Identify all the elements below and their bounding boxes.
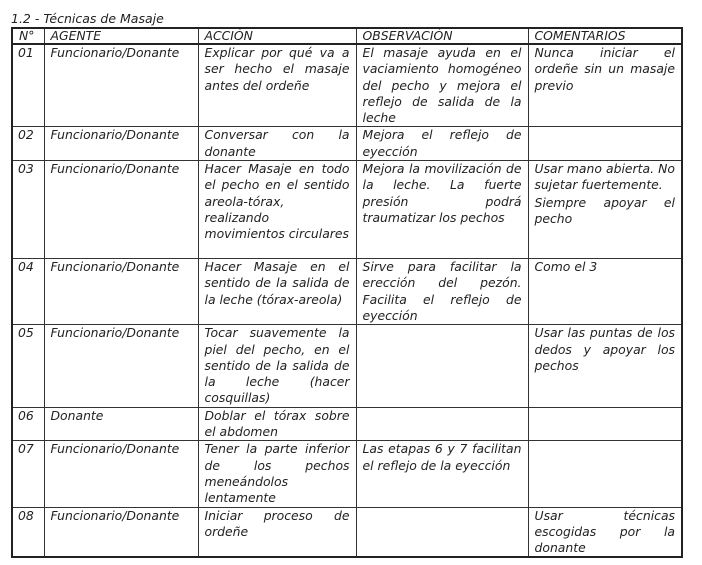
row-comentarios: [528, 407, 682, 441]
header-no: N°: [12, 28, 44, 44]
row-accion: Doblar el tórax sobre el abdomen: [198, 407, 356, 441]
row-observacion: El masaje ayuda en el vaciamiento homogéneo del pecho y mejora el reflejo de salida de la leche: [356, 44, 528, 127]
table-row: [12, 44, 682, 127]
header-comentarios: COMENTARIOS: [528, 28, 682, 44]
row-comentarios-text: Usar las puntas de los dedos y apoyar los pechos: [534, 325, 675, 373]
row-observacion: Las etapas 6 y 7 facilitan el reflejo de la eyección: [356, 441, 528, 507]
row-observacion: [356, 325, 528, 407]
row-number: 06: [12, 407, 44, 441]
row-comentarios-text: Usar técnicas escogidas por la donante: [534, 507, 675, 556]
row-agente: Funcionario/Donante: [44, 44, 198, 127]
row-number: 01: [12, 44, 44, 127]
header-row: [12, 28, 682, 44]
table-row: [12, 127, 682, 161]
row-accion: Hacer Masaje en el sentido de la salida de la leche (tórax-areola): [198, 259, 356, 325]
row-observacion: [356, 407, 528, 441]
table-row: [12, 161, 682, 259]
row-number: 07: [12, 441, 44, 507]
row-accion: Explicar por qué va a ser hecho el masaje antes del ordeñe: [198, 44, 356, 127]
section-title: 1.2 - Técnicas de Masaje: [11, 11, 164, 26]
row-comentarios: [528, 127, 682, 161]
table-row: [12, 259, 682, 325]
table-row: [12, 407, 682, 441]
row-comentarios: [528, 441, 682, 507]
row-accion: Tener la parte inferior de los pechos meneándolos lentamente: [198, 441, 356, 507]
row-number: 08: [12, 507, 44, 557]
row-comentarios: [528, 507, 682, 557]
row-agente: Funcionario/Donante: [44, 259, 198, 325]
row-observacion: Sirve para facilitar la erección del pezón. Facilita el reflejo de eyección: [356, 259, 528, 325]
row-agente: Funcionario/Donante: [44, 127, 198, 161]
row-observacion: Mejora la movilización de la leche. La fuerte presión podrá traumatizar los pechos: [356, 161, 528, 259]
row-accion: Tocar suavemente la piel del pecho, en el sentido de la salida de la leche (hacer cosquillas): [198, 325, 356, 407]
header-observacion: OBSERVACIÓN: [356, 28, 528, 44]
row-comentarios-text: Como el 3: [534, 259, 598, 275]
row-number: 04: [12, 259, 44, 325]
row-agente: Funcionario/Donante: [44, 441, 198, 507]
row-accion: Hacer Masaje en todo el pecho en el sentido areola-tórax, realizando movimientos circulares: [198, 161, 356, 259]
table-row: [12, 325, 682, 407]
massage-techniques-table: [11, 27, 683, 558]
row-number: 05: [12, 325, 44, 407]
row-comentarios-text: Usar mano abierta. No sujetar fuertemente.: [534, 161, 675, 193]
row-comentarios-note: Siempre apoyar el pecho: [534, 194, 675, 226]
row-agente: Donante: [44, 407, 198, 441]
table-row: [12, 441, 682, 507]
row-comentarios: [528, 161, 682, 259]
row-agente: Funcionario/Donante: [44, 161, 198, 259]
row-observacion: [356, 507, 528, 557]
row-comentarios: [528, 325, 682, 407]
row-agente: Funcionario/Donante: [44, 325, 198, 407]
table-row: [12, 507, 682, 557]
row-number: 03: [12, 161, 44, 259]
row-comentarios-text: Nunca iniciar el ordeñe sin un masaje previo: [534, 45, 675, 93]
header-accion: ACCIÓN: [198, 28, 356, 44]
row-number: 02: [12, 127, 44, 161]
row-comentarios: [528, 44, 682, 127]
row-agente: Funcionario/Donante: [44, 507, 198, 557]
row-accion: Conversar con la donante: [198, 127, 356, 161]
row-observacion: Mejora el reflejo de eyección: [356, 127, 528, 161]
header-agente: AGENTE: [44, 28, 198, 44]
row-accion: Iniciar proceso de ordeñe: [198, 507, 356, 557]
row-comentarios: [528, 259, 682, 325]
